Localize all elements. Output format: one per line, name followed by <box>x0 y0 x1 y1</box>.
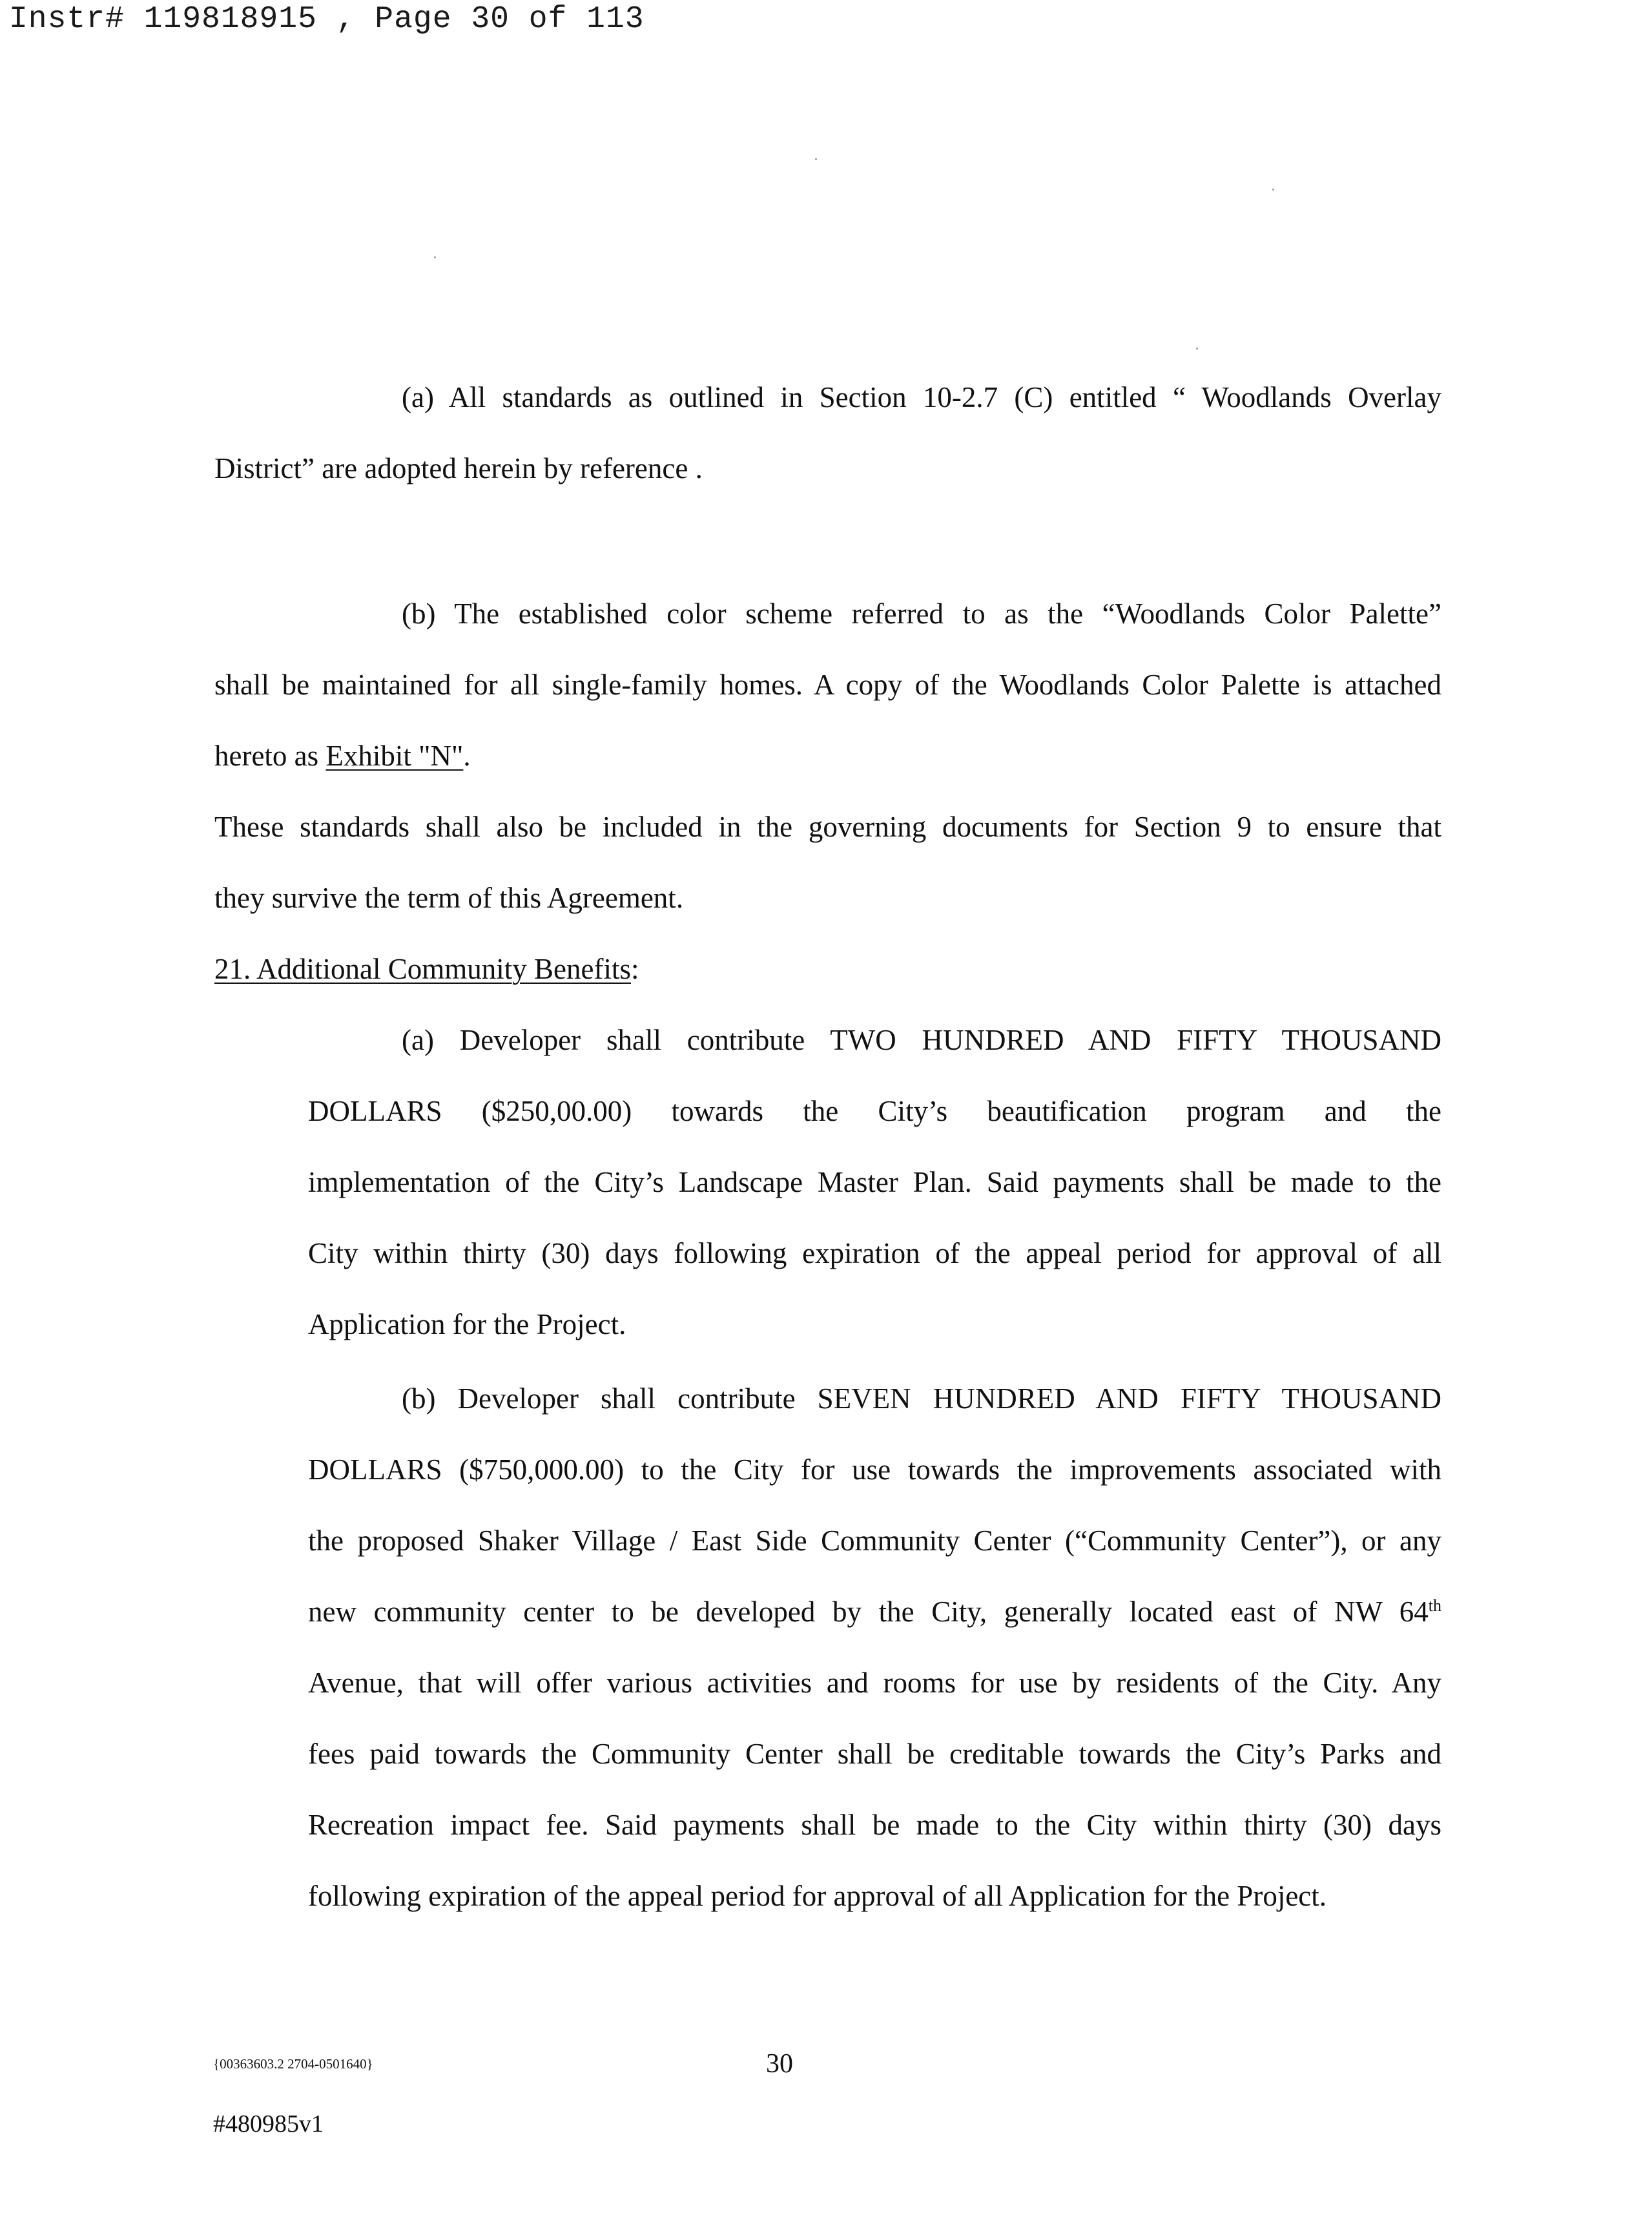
paragraph-line: (a) All standards as outlined in Section 10-2.7 (C) entitled “ Woodlands Overlay <box>402 381 1441 413</box>
paragraph-line: (a) Developer shall contribute TWO HUNDRED AND FIFTY THOUSAND <box>402 1024 1441 1056</box>
paragraph-line: DOLLARS ($250,00.00) towards the City’s beautification program and the <box>308 1095 1441 1127</box>
paragraph-line: (b) Developer shall contribute SEVEN HUNDRED AND FIFTY THOUSAND <box>402 1382 1441 1415</box>
paragraph-line: they survive the term of this Agreement. <box>214 882 684 914</box>
text-run: new community center to be developed by the City, generally located east of NW 64 <box>308 1596 1429 1628</box>
document-number: #480985v1 <box>213 2110 324 2138</box>
exhibit-n-reference: Exhibit "N" <box>325 740 464 772</box>
paragraph-line: DOLLARS ($750,000.00) to the City for use towards the improvements associated with <box>308 1453 1441 1486</box>
paragraph-line: following expiration of the appeal period for approval of all Application for the Project. <box>308 1880 1327 1912</box>
paragraph-line: implementation of the City’s Landscape Master Plan. Said payments shall be made to the <box>308 1166 1441 1198</box>
paragraph-line: District” are adopted herein by reference . <box>214 452 703 484</box>
paragraph-line: City within thirty (30) days following expiration of the appeal period for approval of all <box>308 1237 1441 1269</box>
scan-speck <box>1272 189 1274 191</box>
heading-colon: : <box>631 953 639 985</box>
recording-stamp: Instr# 119818915 , Page 30 of 113 <box>9 2 645 37</box>
scan-speck <box>1196 348 1198 349</box>
section-21-title: 21. Additional Community Benefits <box>214 953 631 985</box>
paragraph-line: shall be maintained for all single-family homes. A copy of the Woodlands Color Palette is attached <box>214 669 1441 701</box>
paragraph-line <box>308 1592 1441 1631</box>
paragraph-line: Avenue, that will offer various activities and rooms for use by residents of the City. Any <box>308 1667 1441 1699</box>
scan-speck <box>434 256 436 258</box>
paragraph-line: Application for the Project. <box>308 1308 626 1340</box>
footer-file-id: {00363603.2 2704-0501640} <box>213 2056 373 2072</box>
ordinal-suffix: th <box>1428 1596 1441 1615</box>
paragraph-line: (b) The established color scheme referred to as the “Woodlands Color Palette” <box>402 598 1441 630</box>
paragraph-line: Recreation impact fee. Said payments shall be made to the City within thirty (30) days <box>308 1809 1441 1841</box>
page-number: 30 <box>766 2049 793 2079</box>
paragraph-line: These standards shall also be included in the governing documents for Section 9 to ensure that <box>214 811 1441 843</box>
paragraph-line: the proposed Shaker Village / East Side Community Center (“Community Center”), or any <box>308 1524 1441 1557</box>
text-run: . <box>463 740 471 772</box>
scan-speck <box>815 158 817 160</box>
paragraph-line <box>214 736 471 775</box>
paragraph-line: fees paid towards the Community Center shall be creditable towards the City’s Parks and <box>308 1738 1441 1770</box>
text-run: hereto as <box>214 740 326 772</box>
section-21-heading <box>214 950 639 988</box>
